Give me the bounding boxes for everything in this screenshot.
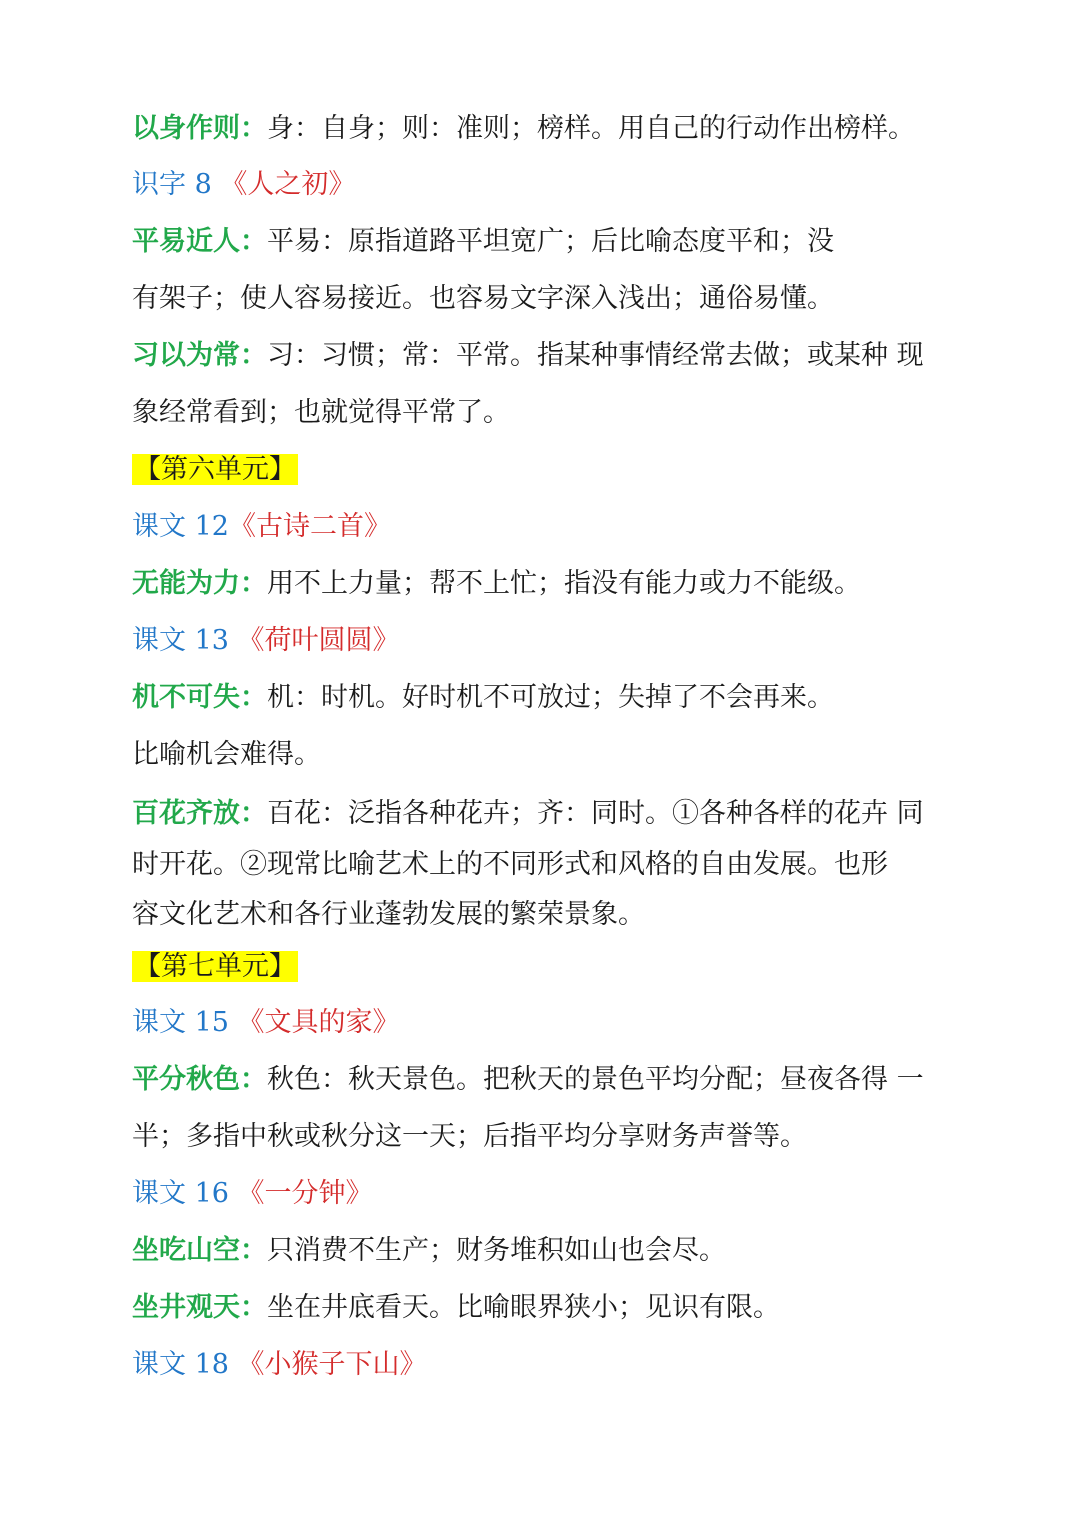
idiom-entry [132, 564, 861, 604]
idiom-definition: 平易：原指道路平坦宽广；后比喻态度平和；没 [267, 226, 834, 257]
lesson-number: 课文 12 [132, 511, 229, 542]
lesson-heading [132, 1345, 427, 1385]
idiom-entry [132, 336, 924, 376]
lesson-number: 课文 18 [132, 1349, 238, 1380]
definition-continuation: 有架子；使人容易接近。也容易文字深入浅出；通俗易懂。 [132, 283, 834, 314]
lesson-number: 课文 15 [132, 1007, 238, 1038]
lesson-heading [132, 1174, 373, 1214]
idiom-term: 无能为力： [132, 568, 267, 599]
definition-continuation: 时开花。②现常比喻艺术上的不同形式和风格的自由发展。也形 [132, 849, 888, 880]
idiom-definition: 用不上力量；帮不上忙；指没有能力或力不能级。 [267, 568, 861, 599]
lesson-heading [132, 165, 355, 205]
definition-continuation: 容文化艺术和各行业蓬勃发展的繁荣景象。 [132, 899, 645, 930]
lesson-title: 《小猴子下山》 [237, 1349, 427, 1380]
lesson-title: 《文具的家》 [237, 1007, 400, 1038]
unit-heading [132, 450, 298, 490]
idiom-definition: 机：时机。好时机不可放过；失掉了不会再来。 [267, 682, 834, 713]
idiom-term: 习以为常： [132, 340, 267, 371]
idiom-definition: 习：习惯；常：平常。指某种事情经常去做；或某种 现 [267, 340, 924, 371]
lesson-title: 《古诗二首》 [228, 511, 391, 542]
idiom-entry [132, 794, 924, 834]
unit-heading [132, 947, 298, 987]
idiom-entry [132, 1231, 726, 1271]
lesson-number: 识字 8 [132, 169, 221, 200]
idiom-entry [132, 109, 915, 149]
idiom-definition: 秋色：秋天景色。把秋天的景色平均分配；昼夜各得 一 [267, 1064, 924, 1095]
lesson-title: 《一分钟》 [237, 1178, 373, 1209]
definition-continuation: 比喻机会难得。 [132, 739, 321, 770]
unit-label: 【第七单元】 [134, 951, 296, 982]
idiom-definition: 只消费不生产；财务堆积如山也会尽。 [267, 1235, 726, 1266]
lesson-heading [132, 1003, 400, 1043]
unit-label: 【第六单元】 [134, 454, 296, 485]
idiom-entry [132, 222, 834, 262]
lesson-title: 《人之初》 [220, 169, 356, 200]
idiom-entry [132, 1288, 780, 1328]
idiom-term: 平易近人： [132, 226, 267, 257]
lesson-heading [132, 507, 391, 547]
idiom-term: 百花齐放： [132, 798, 267, 829]
idiom-definition: 坐在井底看天。比喻眼界狭小；见识有限。 [267, 1292, 780, 1323]
idiom-term: 机不可失： [132, 682, 267, 713]
lesson-number: 课文 16 [132, 1178, 238, 1209]
idiom-entry [132, 1060, 924, 1100]
lesson-title: 《荷叶圆圆》 [237, 625, 400, 656]
lesson-heading [132, 621, 400, 661]
idiom-term: 坐井观天： [132, 1292, 267, 1323]
idiom-entry [132, 678, 834, 718]
lesson-number: 课文 13 [132, 625, 238, 656]
definition-continuation: 象经常看到；也就觉得平常了。 [132, 397, 510, 428]
idiom-term: 以身作则： [132, 113, 267, 144]
idiom-definition: 百花：泛指各种花卉；齐：同时。①各种各样的花卉 同 [267, 798, 924, 829]
definition-continuation: 半；多指中秋或秋分这一天；后指平均分享财务声誉等。 [132, 1121, 807, 1152]
idiom-term: 平分秋色： [132, 1064, 267, 1095]
idiom-definition: 身：自身；则：准则；榜样。用自己的行动作出榜样。 [267, 113, 915, 144]
idiom-term: 坐吃山空： [132, 1235, 267, 1266]
